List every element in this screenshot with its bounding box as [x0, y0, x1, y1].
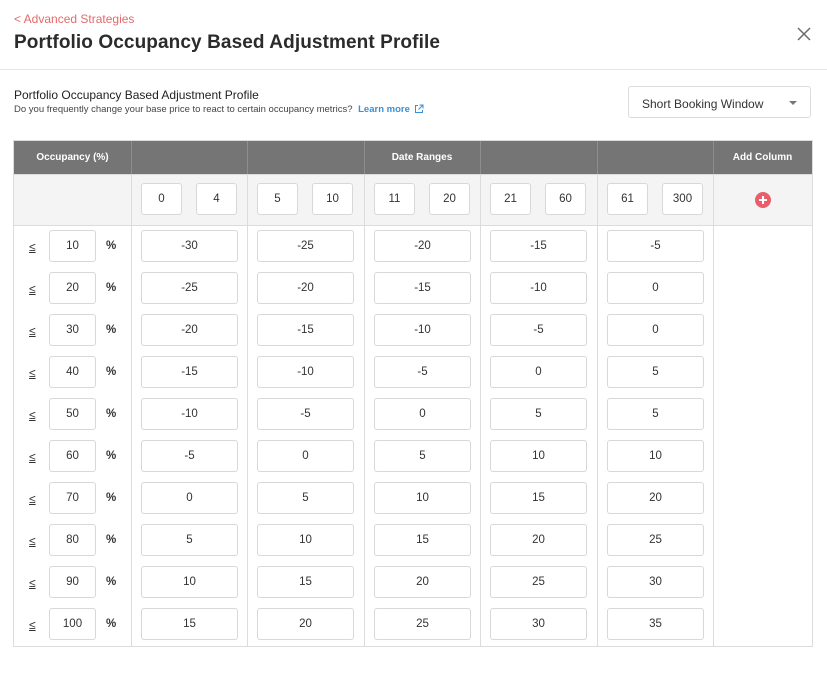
header-column-divider — [480, 141, 481, 174]
less-equal-symbol: ≤ — [29, 408, 36, 422]
adjustment-value-input[interactable]: -5 — [141, 440, 238, 472]
adjustment-value-input[interactable]: 30 — [490, 608, 587, 640]
header-column-divider — [713, 141, 714, 174]
date-range-to-input[interactable]: 300 — [662, 183, 703, 215]
adjustment-value-input[interactable]: -15 — [374, 272, 471, 304]
section-title: Portfolio Occupancy Based Adjustment Profile — [14, 88, 259, 102]
adjustment-value-input[interactable]: -20 — [141, 314, 238, 346]
less-equal-symbol: ≤ — [29, 282, 36, 296]
adjustment-value-input[interactable]: 20 — [490, 524, 587, 556]
adjustment-value-input[interactable]: -25 — [257, 230, 354, 262]
add-column-header: Add Column — [732, 152, 793, 163]
percent-symbol: % — [106, 366, 117, 378]
column-divider — [364, 174, 365, 646]
adjustment-value-input[interactable]: -5 — [374, 356, 471, 388]
adjustment-value-input[interactable]: 0 — [490, 356, 587, 388]
adjustment-value-input[interactable]: 20 — [607, 482, 704, 514]
date-ranges-column-header: Date Ranges — [391, 152, 453, 163]
adjustment-value-input[interactable]: 0 — [607, 272, 704, 304]
occupancy-threshold-input[interactable]: 20 — [49, 272, 96, 304]
less-equal-symbol: ≤ — [29, 618, 36, 632]
date-range-from-input[interactable]: 0 — [141, 183, 182, 215]
column-divider — [597, 174, 598, 646]
adjustment-value-input[interactable]: 20 — [374, 566, 471, 598]
adjustment-value-input[interactable]: -10 — [490, 272, 587, 304]
occupancy-threshold-input[interactable]: 40 — [49, 356, 96, 388]
column-divider — [480, 174, 481, 646]
date-range-to-input[interactable]: 10 — [312, 183, 353, 215]
description-text: Do you frequently change your base price to react to certain occupancy metrics? — [14, 104, 353, 115]
less-equal-symbol: ≤ — [29, 240, 36, 254]
date-range-from-input[interactable]: 61 — [607, 183, 648, 215]
adjustment-value-input[interactable]: -20 — [374, 230, 471, 262]
date-range-to-input[interactable]: 4 — [196, 183, 237, 215]
occupancy-threshold-input[interactable]: 60 — [49, 440, 96, 472]
occupancy-threshold-input[interactable]: 30 — [49, 314, 96, 346]
row-divider — [14, 225, 812, 226]
adjustment-value-input[interactable]: 0 — [374, 398, 471, 430]
adjustment-value-input[interactable]: 15 — [490, 482, 587, 514]
percent-symbol: % — [106, 240, 117, 252]
date-range-from-input[interactable]: 21 — [490, 183, 531, 215]
occupancy-threshold-input[interactable]: 100 — [49, 608, 96, 640]
header-column-divider — [247, 141, 248, 174]
less-equal-symbol: ≤ — [29, 534, 36, 548]
adjustment-value-input[interactable]: 0 — [257, 440, 354, 472]
adjustment-value-input[interactable]: -5 — [490, 314, 587, 346]
adjustment-value-input[interactable]: -5 — [607, 230, 704, 262]
chevron-down-icon — [789, 101, 797, 105]
adjustment-value-input[interactable]: 5 — [141, 524, 238, 556]
column-divider — [131, 174, 132, 646]
adjustment-value-input[interactable]: 10 — [374, 482, 471, 514]
occupancy-threshold-input[interactable]: 80 — [49, 524, 96, 556]
percent-symbol: % — [106, 324, 117, 336]
adjustment-table — [13, 140, 813, 647]
back-link[interactable]: < Advanced Strategies — [14, 12, 135, 26]
page-title: Portfolio Occupancy Based Adjustment Profile — [14, 32, 440, 53]
header-divider — [0, 69, 827, 70]
date-range-to-input[interactable]: 20 — [429, 183, 470, 215]
adjustment-value-input[interactable]: -20 — [257, 272, 354, 304]
date-range-from-input[interactable]: 5 — [257, 183, 298, 215]
adjustment-value-input[interactable]: -15 — [141, 356, 238, 388]
percent-symbol: % — [106, 282, 117, 294]
adjustment-value-input[interactable]: 5 — [374, 440, 471, 472]
section-description — [14, 104, 424, 115]
column-divider — [713, 174, 714, 646]
percent-symbol: % — [106, 618, 117, 630]
adjustment-value-input[interactable]: 0 — [607, 314, 704, 346]
adjustment-value-input[interactable]: -15 — [490, 230, 587, 262]
adjustment-value-input[interactable]: -30 — [141, 230, 238, 262]
header-column-divider — [131, 141, 132, 174]
header-column-divider — [364, 141, 365, 174]
adjustment-value-input[interactable]: 20 — [257, 608, 354, 640]
adjustment-value-input[interactable]: -15 — [257, 314, 354, 346]
occupancy-column-header: Occupancy (%) — [36, 152, 109, 163]
percent-symbol: % — [106, 408, 117, 420]
date-range-to-input[interactable]: 60 — [545, 183, 586, 215]
adjustment-value-input[interactable]: 10 — [607, 440, 704, 472]
less-equal-symbol: ≤ — [29, 450, 36, 464]
adjustment-value-input[interactable]: 25 — [607, 524, 704, 556]
date-range-from-input[interactable]: 11 — [374, 183, 415, 215]
adjustment-value-input[interactable]: 5 — [607, 398, 704, 430]
adjustment-value-input[interactable]: 25 — [374, 608, 471, 640]
adjustment-value-input[interactable]: 5 — [607, 356, 704, 388]
adjustment-value-input[interactable]: 30 — [607, 566, 704, 598]
adjustment-value-input[interactable]: 0 — [141, 482, 238, 514]
occupancy-threshold-input[interactable]: 10 — [49, 230, 96, 262]
adjustment-value-input[interactable]: 35 — [607, 608, 704, 640]
adjustment-value-input[interactable]: -10 — [374, 314, 471, 346]
adjustment-value-input[interactable]: 10 — [141, 566, 238, 598]
adjustment-value-input[interactable]: -5 — [257, 398, 354, 430]
less-equal-symbol: ≤ — [29, 576, 36, 590]
adjustment-value-input[interactable]: -25 — [141, 272, 238, 304]
percent-symbol: % — [106, 492, 117, 504]
adjustment-value-input[interactable]: 25 — [490, 566, 587, 598]
learn-more-link[interactable] — [358, 104, 424, 115]
adjustment-value-input[interactable]: 15 — [257, 566, 354, 598]
percent-symbol: % — [106, 534, 117, 546]
adjustment-value-input[interactable]: 5 — [490, 398, 587, 430]
percent-symbol: % — [106, 450, 117, 462]
external-link-icon[interactable] — [414, 104, 424, 114]
close-icon[interactable] — [796, 26, 812, 42]
percent-symbol: % — [106, 576, 117, 588]
add-column-button[interactable] — [755, 192, 771, 208]
occupancy-threshold-input[interactable]: 70 — [49, 482, 96, 514]
adjustment-value-input[interactable]: 5 — [257, 482, 354, 514]
less-equal-symbol: ≤ — [29, 324, 36, 338]
adjustment-value-input[interactable]: 15 — [374, 524, 471, 556]
column-divider — [247, 174, 248, 646]
learn-more-label[interactable]: Learn more — [358, 104, 410, 115]
less-equal-symbol: ≤ — [29, 366, 36, 380]
adjustment-value-input[interactable]: -10 — [141, 398, 238, 430]
header-column-divider — [597, 141, 598, 174]
adjustment-value-input[interactable]: 10 — [490, 440, 587, 472]
occupancy-threshold-input[interactable]: 50 — [49, 398, 96, 430]
adjustment-value-input[interactable]: -10 — [257, 356, 354, 388]
adjustment-value-input[interactable]: 10 — [257, 524, 354, 556]
adjustment-value-input[interactable]: 15 — [141, 608, 238, 640]
row-divider — [14, 174, 812, 175]
dropdown-selected-value: Short Booking Window — [642, 97, 764, 111]
less-equal-symbol: ≤ — [29, 492, 36, 506]
occupancy-threshold-input[interactable]: 90 — [49, 566, 96, 598]
booking-window-dropdown[interactable] — [628, 86, 811, 118]
